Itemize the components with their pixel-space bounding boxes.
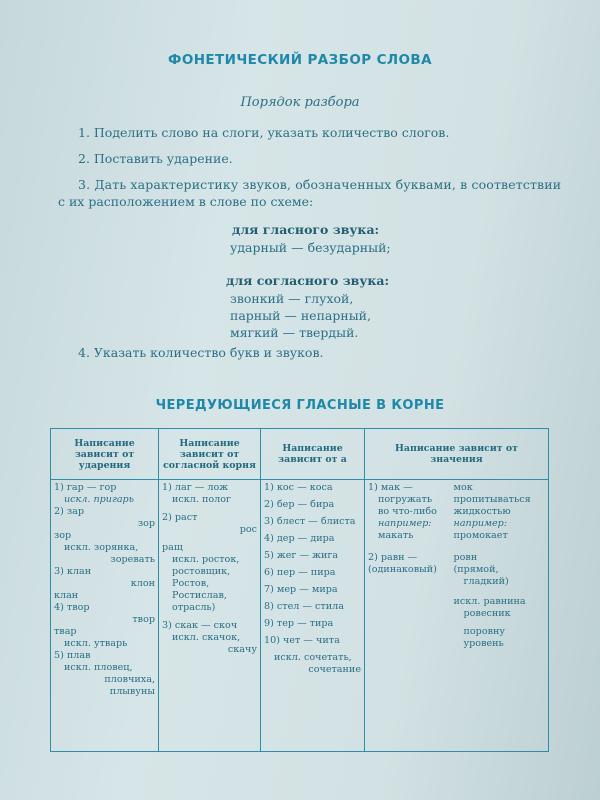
step-2: 2. Поставить ударение. <box>78 151 233 166</box>
list-item: 1) кос — коса <box>264 482 333 493</box>
consonant-line-3: мягкий — твердый. <box>230 325 359 340</box>
list-item: твар <box>54 626 77 637</box>
list-item: 6) пер — пира <box>264 567 336 578</box>
consonant-line-1: звонкий — глухой, <box>230 291 354 306</box>
list-item: гладкий) <box>463 576 509 587</box>
list-item: 3) блест — блиста <box>264 516 356 527</box>
page-title: ФОНЕТИЧЕСКИЙ РАЗБОР СЛОВА <box>168 52 432 68</box>
consonant-line-2: парный — непарный, <box>230 308 371 323</box>
list-item: искл. скачок, <box>172 632 241 643</box>
step-3: 3. Дать характеристику звуков, обозначенных буквами, в соответствии <box>78 177 562 192</box>
list-item: во что-либо <box>378 506 437 517</box>
list-item: 10) чет — чита <box>264 635 340 646</box>
list-item: искл. сочетать, <box>274 652 352 663</box>
header-stress: Написание зависит от ударения <box>51 429 159 480</box>
list-item: например: <box>378 518 432 529</box>
list-item: 2) бер — бира <box>264 499 335 510</box>
list-item: мок <box>453 482 473 493</box>
list-item: клон <box>130 578 155 589</box>
list-item: клан <box>54 590 79 601</box>
list-item: поровну <box>463 626 506 637</box>
list-item: 7) мер — мира <box>264 584 338 595</box>
list-item: пропитываться <box>453 494 531 505</box>
list-item: например: <box>453 518 508 529</box>
list-item: искл. пригарь <box>64 494 134 505</box>
list-item: 3) клан <box>54 566 92 577</box>
list-item: зор <box>137 518 155 529</box>
list-item: жидкостью <box>453 506 511 517</box>
list-item: 5) плав <box>54 650 91 661</box>
list-item: (одинаковый) <box>368 564 437 575</box>
consonant-heading: для согласного звука: <box>226 273 390 288</box>
section-title-alternation: ЧЕРЕДУЮЩИЕСЯ ГЛАСНЫЕ В КОРНЕ <box>155 398 445 413</box>
list-item: макать <box>378 530 414 541</box>
header-consonant: Написание зависит от согласной корня <box>159 429 261 480</box>
list-item: плывуны <box>109 686 155 697</box>
list-item: сочетание <box>308 664 361 675</box>
col-meaning <box>365 480 549 752</box>
list-item: 1) лаг — лож <box>162 482 229 493</box>
list-item: отрасль) <box>172 602 216 613</box>
list-item: искл. полог <box>172 494 232 505</box>
list-item: 5) жег — жига <box>264 550 339 561</box>
list-item: 8) стел — стила <box>264 601 344 612</box>
list-item: зор <box>54 530 72 541</box>
list-item: зоревать <box>110 554 155 565</box>
list-item: пловчиха, <box>104 674 155 685</box>
list-item: (прямой, <box>453 564 499 575</box>
list-item: ростовщик, <box>172 566 231 577</box>
list-item: рос <box>239 524 257 535</box>
list-item: твор <box>132 614 155 625</box>
list-item: 4) твор <box>54 602 90 613</box>
list-item: уровень <box>463 638 504 649</box>
list-item: 1) гар — гор <box>54 482 117 493</box>
list-item: искл. росток, <box>172 554 240 565</box>
list-item: 2) зар <box>54 506 84 517</box>
list-item: искл. утварь <box>64 638 128 649</box>
step-4: 4. Указать количество букв и звуков. <box>78 345 324 360</box>
list-item: 3) скак — скоч <box>162 620 238 631</box>
list-item: ровн <box>453 552 478 563</box>
header-meaning: Написание зависит от значения <box>365 429 549 480</box>
list-item: Ростислав, <box>172 590 227 601</box>
list-item: скачу <box>227 644 257 655</box>
list-item: 4) дер — дира <box>264 533 335 544</box>
col-a <box>261 480 365 752</box>
col-consonant <box>159 480 261 752</box>
list-item: ращ <box>162 542 183 553</box>
step-3-cont: с их расположением в слове по схеме: <box>58 194 314 209</box>
list-item: 9) тер — тира <box>264 618 334 629</box>
step-1: 1. Поделить слово на слоги, указать количество слогов. <box>78 125 450 140</box>
list-item: Ростов, <box>172 578 210 589</box>
section-subtitle: Порядок разбора <box>240 95 360 110</box>
alternation-table <box>50 428 549 752</box>
vowel-heading: для гласного звука: <box>232 222 380 237</box>
list-item: 1) мак — <box>368 482 413 493</box>
list-item: 2) раст <box>162 512 198 523</box>
header-a: Написание зависит от а <box>261 429 365 480</box>
list-item: 2) равн — <box>368 552 418 563</box>
col-stress <box>51 480 159 752</box>
list-item: искл. зорянка, <box>64 542 139 553</box>
list-item: погружать <box>378 494 433 505</box>
list-item: искл. пловец, <box>64 662 133 673</box>
list-item: промокает <box>453 530 508 541</box>
list-item: искл. равнина <box>453 596 526 607</box>
list-item: ровесник <box>463 608 511 619</box>
vowel-line: ударный — безударный; <box>230 240 391 255</box>
